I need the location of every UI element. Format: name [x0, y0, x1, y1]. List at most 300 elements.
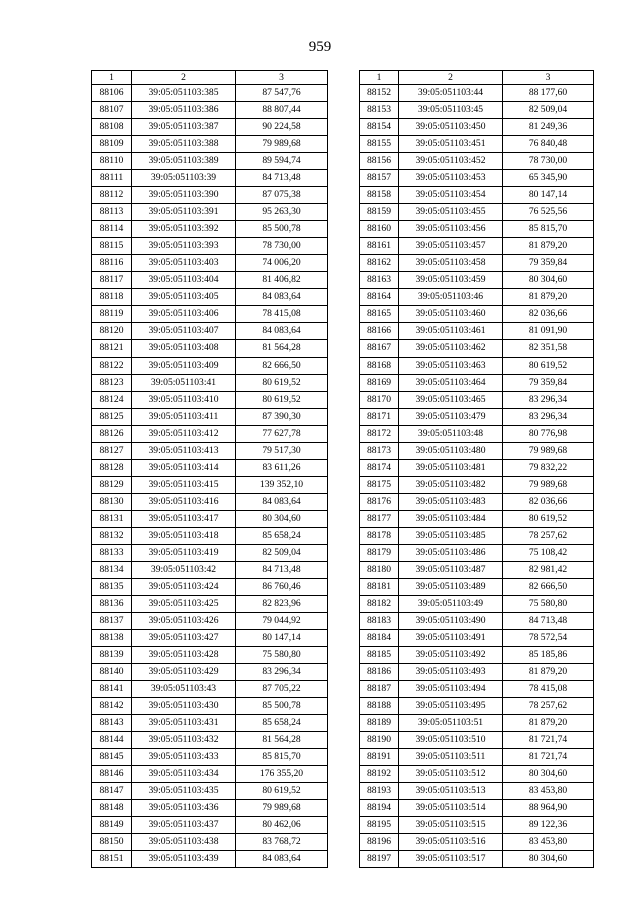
table-row — [92, 238, 328, 255]
column-header: 3 — [503, 71, 594, 85]
value: 87 075,38 — [236, 187, 328, 204]
value: 76 525,56 — [503, 204, 594, 221]
cadastral-number: 39:05:051103:461 — [399, 323, 503, 340]
row-number: 88111 — [92, 170, 132, 187]
cadastral-number: 39:05:051103:483 — [399, 493, 503, 510]
table-row — [92, 681, 328, 698]
row-number: 88118 — [92, 289, 132, 306]
value: 81 721,74 — [503, 732, 594, 749]
row-number: 88166 — [360, 323, 399, 340]
table-row — [92, 527, 328, 544]
cadastral-number: 39:05:051103:493 — [399, 664, 503, 681]
row-number: 88188 — [360, 698, 399, 715]
value: 89 594,74 — [236, 153, 328, 170]
table-row — [360, 170, 594, 187]
row-number: 88181 — [360, 578, 399, 595]
table-row — [360, 612, 594, 629]
table-row — [360, 136, 594, 153]
table-row — [92, 442, 328, 459]
cadastral-number: 39:05:051103:408 — [132, 340, 236, 357]
table-row — [92, 800, 328, 817]
cadastral-number: 39:05:051103:454 — [399, 187, 503, 204]
value: 80 619,52 — [236, 783, 328, 800]
column-header: 2 — [132, 71, 236, 85]
row-number: 88122 — [92, 357, 132, 374]
cadastral-number: 39:05:051103:51 — [399, 715, 503, 732]
value: 82 036,66 — [503, 493, 594, 510]
row-number: 88137 — [92, 612, 132, 629]
value: 80 462,06 — [236, 817, 328, 834]
cadastral-number: 39:05:051103:424 — [132, 578, 236, 595]
table-row — [360, 561, 594, 578]
cadastral-number: 39:05:051103:418 — [132, 527, 236, 544]
value: 80 619,52 — [503, 357, 594, 374]
row-number: 88187 — [360, 681, 399, 698]
value: 81 091,90 — [503, 323, 594, 340]
table-row — [360, 510, 594, 527]
value: 82 981,42 — [503, 561, 594, 578]
value: 80 619,52 — [503, 510, 594, 527]
value: 79 989,68 — [503, 476, 594, 493]
cadastral-number: 39:05:051103:515 — [399, 817, 503, 834]
cadastral-number: 39:05:051103:455 — [399, 204, 503, 221]
value: 80 619,52 — [236, 374, 328, 391]
value: 83 453,80 — [503, 834, 594, 851]
row-number: 88125 — [92, 408, 132, 425]
cadastral-number: 39:05:051103:485 — [399, 527, 503, 544]
cadastral-number: 39:05:051103:437 — [132, 817, 236, 834]
cadastral-number: 39:05:051103:465 — [399, 391, 503, 408]
value: 81 249,36 — [503, 119, 594, 136]
row-number: 88160 — [360, 221, 399, 238]
table-row — [360, 272, 594, 289]
table-row — [92, 136, 328, 153]
table-row — [360, 800, 594, 817]
value: 80 304,60 — [503, 851, 594, 868]
row-number: 88184 — [360, 630, 399, 647]
table-row — [360, 221, 594, 238]
column-header: 2 — [399, 71, 503, 85]
value: 65 345,90 — [503, 170, 594, 187]
cadastral-number: 39:05:051103:462 — [399, 340, 503, 357]
table-row — [92, 612, 328, 629]
value: 79 359,84 — [503, 255, 594, 272]
table-row — [360, 119, 594, 136]
value: 82 666,50 — [503, 578, 594, 595]
table-row — [92, 715, 328, 732]
value: 85 185,86 — [503, 647, 594, 664]
table-row — [92, 630, 328, 647]
value: 80 619,52 — [236, 391, 328, 408]
table-row — [360, 153, 594, 170]
row-number: 88149 — [92, 817, 132, 834]
table-row — [92, 425, 328, 442]
row-number: 88135 — [92, 578, 132, 595]
row-number: 88115 — [92, 238, 132, 255]
row-number: 88152 — [360, 85, 399, 102]
row-number: 88168 — [360, 357, 399, 374]
table-row — [92, 595, 328, 612]
table-row — [360, 408, 594, 425]
cadastral-number: 39:05:051103:495 — [399, 698, 503, 715]
table-row — [360, 459, 594, 476]
table-row — [92, 289, 328, 306]
value: 81 879,20 — [503, 289, 594, 306]
value: 78 257,62 — [503, 698, 594, 715]
cadastral-number: 39:05:051103:42 — [132, 561, 236, 578]
row-number: 88119 — [92, 306, 132, 323]
cadastral-number: 39:05:051103:480 — [399, 442, 503, 459]
cadastral-number: 39:05:051103:44 — [399, 85, 503, 102]
table-row — [92, 85, 328, 102]
registry-table-right — [359, 70, 594, 868]
value: 82 823,96 — [236, 595, 328, 612]
table-row — [92, 664, 328, 681]
table-row — [92, 204, 328, 221]
row-number: 88117 — [92, 272, 132, 289]
row-number: 88143 — [92, 715, 132, 732]
table-row — [92, 510, 328, 527]
table-row — [360, 817, 594, 834]
value: 79 989,68 — [236, 136, 328, 153]
value: 87 547,76 — [236, 85, 328, 102]
table-row — [360, 544, 594, 561]
table-row — [92, 459, 328, 476]
cadastral-number: 39:05:051103:452 — [399, 153, 503, 170]
cadastral-number: 39:05:051103:431 — [132, 715, 236, 732]
row-number: 88173 — [360, 442, 399, 459]
cadastral-number: 39:05:051103:514 — [399, 800, 503, 817]
value: 176 355,20 — [236, 766, 328, 783]
value: 88 177,60 — [503, 85, 594, 102]
row-number: 88177 — [360, 510, 399, 527]
value: 82 509,04 — [236, 544, 328, 561]
table-row — [92, 357, 328, 374]
column-header: 1 — [92, 71, 132, 85]
cadastral-number: 39:05:051103:457 — [399, 238, 503, 255]
cadastral-number: 39:05:051103:458 — [399, 255, 503, 272]
row-number: 88169 — [360, 374, 399, 391]
cadastral-number: 39:05:051103:436 — [132, 800, 236, 817]
row-number: 88141 — [92, 681, 132, 698]
row-number: 88108 — [92, 119, 132, 136]
row-number: 88126 — [92, 425, 132, 442]
cadastral-number: 39:05:051103:45 — [399, 102, 503, 119]
value: 87 390,30 — [236, 408, 328, 425]
table-row — [92, 578, 328, 595]
value: 85 815,70 — [236, 749, 328, 766]
row-number: 88194 — [360, 800, 399, 817]
row-number: 88131 — [92, 510, 132, 527]
row-number: 88164 — [360, 289, 399, 306]
cadastral-number: 39:05:051103:417 — [132, 510, 236, 527]
cadastral-number: 39:05:051103:419 — [132, 544, 236, 561]
row-number: 88130 — [92, 493, 132, 510]
table-row — [360, 766, 594, 783]
cadastral-number: 39:05:051103:453 — [399, 170, 503, 187]
row-number: 88116 — [92, 255, 132, 272]
table-row — [92, 647, 328, 664]
table-row — [360, 783, 594, 800]
cadastral-number: 39:05:051103:390 — [132, 187, 236, 204]
cadastral-number: 39:05:051103:494 — [399, 681, 503, 698]
row-number: 88195 — [360, 817, 399, 834]
value: 82 666,50 — [236, 357, 328, 374]
value: 81 564,28 — [236, 340, 328, 357]
row-number: 88197 — [360, 851, 399, 868]
row-number: 88185 — [360, 647, 399, 664]
cadastral-number: 39:05:051103:451 — [399, 136, 503, 153]
cadastral-number: 39:05:051103:385 — [132, 85, 236, 102]
cadastral-number: 39:05:051103:463 — [399, 357, 503, 374]
value: 81 879,20 — [503, 715, 594, 732]
value: 75 580,80 — [236, 647, 328, 664]
cadastral-number: 39:05:051103:428 — [132, 647, 236, 664]
value: 88 964,90 — [503, 800, 594, 817]
header-row — [92, 71, 328, 85]
row-number: 88146 — [92, 766, 132, 783]
cadastral-number: 39:05:051103:484 — [399, 510, 503, 527]
row-number: 88114 — [92, 221, 132, 238]
table-row — [92, 391, 328, 408]
row-number: 88148 — [92, 800, 132, 817]
value: 85 658,24 — [236, 715, 328, 732]
table-row — [360, 664, 594, 681]
cadastral-number: 39:05:051103:510 — [399, 732, 503, 749]
row-number: 88170 — [360, 391, 399, 408]
row-number: 88192 — [360, 766, 399, 783]
table-row — [360, 306, 594, 323]
table-row — [360, 357, 594, 374]
value: 77 627,78 — [236, 425, 328, 442]
cadastral-number: 39:05:051103:391 — [132, 204, 236, 221]
value: 81 721,74 — [503, 749, 594, 766]
table-row — [92, 306, 328, 323]
value: 74 006,20 — [236, 255, 328, 272]
value: 90 224,58 — [236, 119, 328, 136]
cadastral-number: 39:05:051103:39 — [132, 170, 236, 187]
row-number: 88167 — [360, 340, 399, 357]
cadastral-number: 39:05:051103:479 — [399, 408, 503, 425]
row-number: 88151 — [92, 851, 132, 868]
value: 84 713,48 — [236, 170, 328, 187]
row-number: 88138 — [92, 630, 132, 647]
value: 79 989,68 — [503, 442, 594, 459]
row-number: 88162 — [360, 255, 399, 272]
row-number: 88139 — [92, 647, 132, 664]
table-row — [360, 578, 594, 595]
cadastral-number: 39:05:051103:490 — [399, 612, 503, 629]
row-number: 88172 — [360, 425, 399, 442]
table-row — [92, 272, 328, 289]
value: 95 263,30 — [236, 204, 328, 221]
table-row — [92, 766, 328, 783]
cadastral-number: 39:05:051103:413 — [132, 442, 236, 459]
registry-table-right-body — [360, 71, 594, 868]
row-number: 88107 — [92, 102, 132, 119]
cadastral-number: 39:05:051103:429 — [132, 664, 236, 681]
value: 83 296,34 — [503, 391, 594, 408]
table-row — [360, 85, 594, 102]
cadastral-number: 39:05:051103:438 — [132, 834, 236, 851]
column-header: 3 — [236, 71, 328, 85]
row-number: 88157 — [360, 170, 399, 187]
table-row — [360, 442, 594, 459]
value: 82 036,66 — [503, 306, 594, 323]
table-row — [360, 425, 594, 442]
row-number: 88156 — [360, 153, 399, 170]
table-row — [360, 647, 594, 664]
row-number: 88127 — [92, 442, 132, 459]
value: 78 257,62 — [503, 527, 594, 544]
value: 76 840,48 — [503, 136, 594, 153]
table-row — [92, 221, 328, 238]
table-row — [92, 153, 328, 170]
row-number: 88180 — [360, 561, 399, 578]
table-row — [360, 715, 594, 732]
table-row — [360, 374, 594, 391]
row-number: 88155 — [360, 136, 399, 153]
table-row — [92, 170, 328, 187]
row-number: 88123 — [92, 374, 132, 391]
cadastral-number: 39:05:051103:49 — [399, 595, 503, 612]
row-number: 88112 — [92, 187, 132, 204]
row-number: 88109 — [92, 136, 132, 153]
row-number: 88182 — [360, 595, 399, 612]
cadastral-number: 39:05:051103:406 — [132, 306, 236, 323]
registry-table-left-body — [92, 71, 328, 868]
table-row — [360, 851, 594, 868]
table-row — [92, 817, 328, 834]
cadastral-number: 39:05:051103:416 — [132, 493, 236, 510]
row-number: 88191 — [360, 749, 399, 766]
value: 81 406,82 — [236, 272, 328, 289]
table-row — [92, 561, 328, 578]
value: 85 815,70 — [503, 221, 594, 238]
value: 86 760,46 — [236, 578, 328, 595]
table-row — [360, 187, 594, 204]
value: 83 768,72 — [236, 834, 328, 851]
table-row — [360, 323, 594, 340]
value: 79 044,92 — [236, 612, 328, 629]
row-number: 88128 — [92, 459, 132, 476]
row-number: 88190 — [360, 732, 399, 749]
row-number: 88189 — [360, 715, 399, 732]
row-number: 88159 — [360, 204, 399, 221]
row-number: 88134 — [92, 561, 132, 578]
cadastral-number: 39:05:051103:433 — [132, 749, 236, 766]
value: 80 147,14 — [236, 630, 328, 647]
cadastral-number: 39:05:051103:46 — [399, 289, 503, 306]
table-row — [360, 340, 594, 357]
table-row — [92, 493, 328, 510]
row-number: 88153 — [360, 102, 399, 119]
value: 82 351,58 — [503, 340, 594, 357]
cadastral-number: 39:05:051103:407 — [132, 323, 236, 340]
table-row — [360, 476, 594, 493]
table-row — [92, 834, 328, 851]
cadastral-number: 39:05:051103:388 — [132, 136, 236, 153]
value: 79 989,68 — [236, 800, 328, 817]
table-row — [360, 102, 594, 119]
table-row — [360, 238, 594, 255]
cadastral-number: 39:05:051103:392 — [132, 221, 236, 238]
cadastral-number: 39:05:051103:481 — [399, 459, 503, 476]
value: 84 713,48 — [503, 612, 594, 629]
value: 83 296,34 — [503, 408, 594, 425]
row-number: 88140 — [92, 664, 132, 681]
table-row — [360, 732, 594, 749]
cadastral-number: 39:05:051103:434 — [132, 766, 236, 783]
table-row — [360, 204, 594, 221]
value: 87 705,22 — [236, 681, 328, 698]
row-number: 88176 — [360, 493, 399, 510]
table-row — [360, 527, 594, 544]
value: 80 304,60 — [236, 510, 328, 527]
row-number: 88186 — [360, 664, 399, 681]
cadastral-number: 39:05:051103:512 — [399, 766, 503, 783]
cadastral-number: 39:05:051103:387 — [132, 119, 236, 136]
row-number: 88150 — [92, 834, 132, 851]
cadastral-number: 39:05:051103:405 — [132, 289, 236, 306]
value: 79 832,22 — [503, 459, 594, 476]
cadastral-number: 39:05:051103:487 — [399, 561, 503, 578]
cadastral-number: 39:05:051103:414 — [132, 459, 236, 476]
cadastral-number: 39:05:051103:430 — [132, 698, 236, 715]
table-row — [360, 391, 594, 408]
cadastral-number: 39:05:051103:450 — [399, 119, 503, 136]
cadastral-number: 39:05:051103:486 — [399, 544, 503, 561]
cadastral-number: 39:05:051103:43 — [132, 681, 236, 698]
row-number: 88175 — [360, 476, 399, 493]
cadastral-number: 39:05:051103:409 — [132, 357, 236, 374]
table-row — [92, 187, 328, 204]
cadastral-number: 39:05:051103:456 — [399, 221, 503, 238]
cadastral-number: 39:05:051103:511 — [399, 749, 503, 766]
value: 83 296,34 — [236, 664, 328, 681]
table-row — [360, 749, 594, 766]
table-row — [360, 595, 594, 612]
row-number: 88193 — [360, 783, 399, 800]
row-number: 88129 — [92, 476, 132, 493]
value: 75 580,80 — [503, 595, 594, 612]
row-number: 88179 — [360, 544, 399, 561]
cadastral-number: 39:05:051103:412 — [132, 425, 236, 442]
row-number: 88161 — [360, 238, 399, 255]
table-row — [92, 698, 328, 715]
cadastral-number: 39:05:051103:415 — [132, 476, 236, 493]
page-number: 959 — [308, 39, 332, 55]
value: 84 083,64 — [236, 851, 328, 868]
row-number: 88147 — [92, 783, 132, 800]
table-row — [92, 732, 328, 749]
cadastral-number: 39:05:051103:491 — [399, 630, 503, 647]
value: 78 572,54 — [503, 630, 594, 647]
cadastral-number: 39:05:051103:393 — [132, 238, 236, 255]
value: 83 611,26 — [236, 459, 328, 476]
cadastral-number: 39:05:051103:426 — [132, 612, 236, 629]
cadastral-number: 39:05:051103:389 — [132, 153, 236, 170]
value: 79 359,84 — [503, 374, 594, 391]
value: 79 517,30 — [236, 442, 328, 459]
table-row — [92, 749, 328, 766]
cadastral-number: 39:05:051103:435 — [132, 783, 236, 800]
cadastral-number: 39:05:051103:41 — [132, 374, 236, 391]
row-number: 88113 — [92, 204, 132, 221]
value: 81 879,20 — [503, 238, 594, 255]
row-number: 88133 — [92, 544, 132, 561]
value: 80 304,60 — [503, 766, 594, 783]
